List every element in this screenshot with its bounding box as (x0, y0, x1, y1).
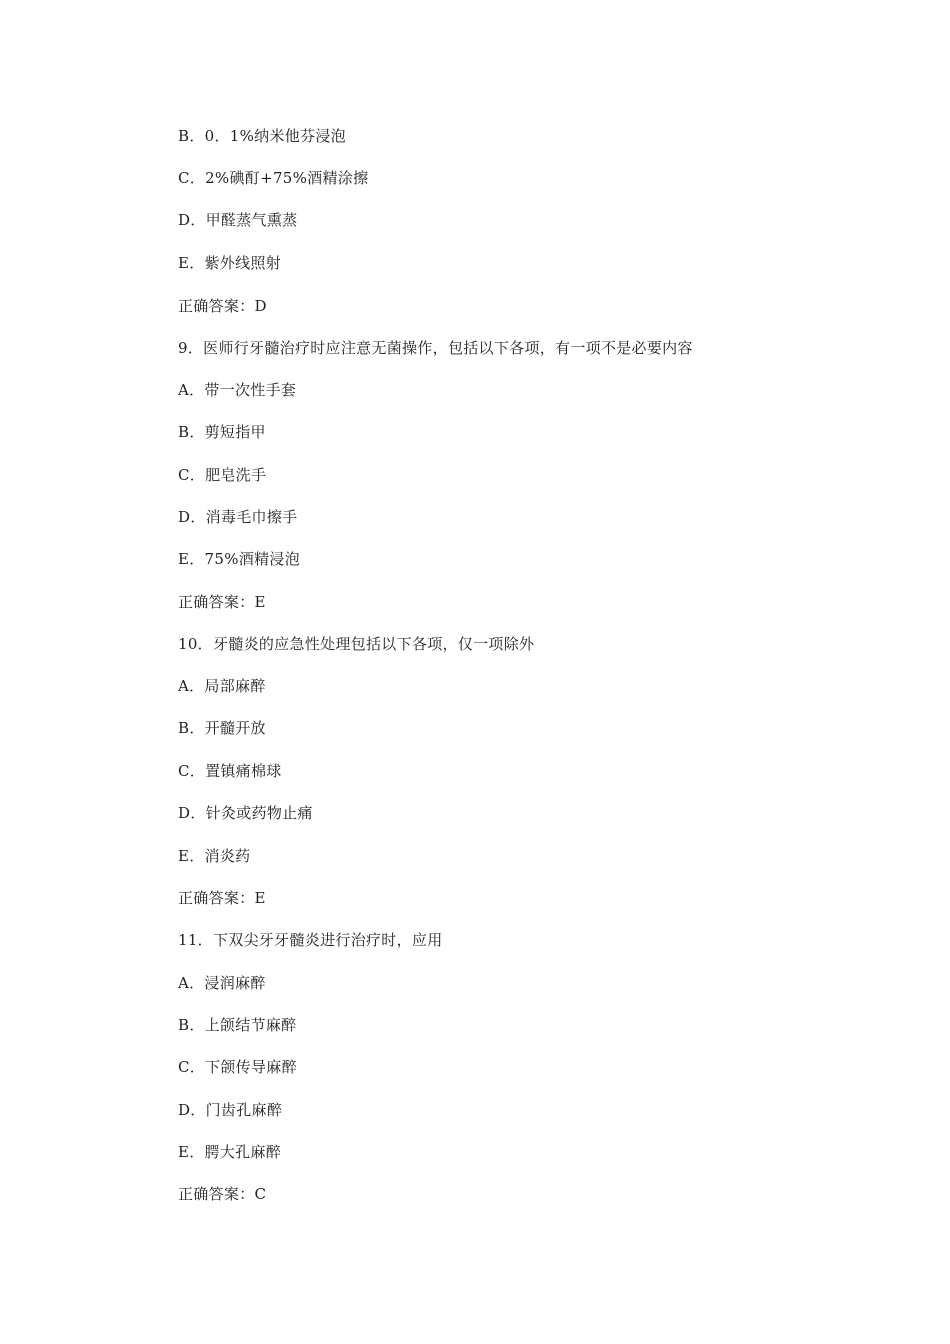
answer-q9: 正确答案：E (178, 593, 266, 611)
option-b-q9: B．剪短指甲 (178, 423, 266, 441)
option-d-q9: D．消毒毛巾擦手 (178, 508, 298, 526)
option-c-q9: C．肥皂洗手 (178, 466, 267, 484)
option-b-q11: B．上颌结节麻醉 (178, 1016, 297, 1034)
option-d-q8: D．甲醛蒸气熏蒸 (178, 211, 298, 229)
answer-q11: 正确答案：C (178, 1185, 267, 1203)
option-b-q10: B．开髓开放 (178, 719, 266, 737)
option-a-q10: A．局部麻醉 (178, 677, 266, 695)
answer-q8: 正确答案：D (178, 297, 267, 315)
option-c-q8: C．2%碘酊+75%酒精涂擦 (178, 169, 369, 187)
question-11: 11．下双尖牙牙髓炎进行治疗时，应用 (178, 931, 443, 949)
option-a-q9: A．带一次性手套 (178, 381, 297, 399)
question-10: 10．牙髓炎的应急性处理包括以下各项，仅一项除外 (178, 635, 535, 653)
option-c-q11: C．下颌传导麻醉 (178, 1058, 297, 1076)
option-e-q10: E．消炎药 (178, 847, 251, 865)
option-d-q10: D．针灸或药物止痛 (178, 804, 313, 822)
option-e-q8: E．紫外线照射 (178, 254, 282, 272)
option-e-q11: E．腭大孔麻醉 (178, 1143, 282, 1161)
option-b-q8: B．0．1%纳米他芬浸泡 (178, 127, 346, 145)
option-a-q11: A．浸润麻醉 (178, 974, 266, 992)
option-e-q9: E．75%酒精浸泡 (178, 550, 300, 568)
option-c-q10: C．置镇痛棉球 (178, 762, 282, 780)
answer-q10: 正确答案：E (178, 889, 266, 907)
question-9: 9．医师行牙髓治疗时应注意无菌操作，包括以下各项，有一项不是必要内容 (178, 339, 693, 357)
option-d-q11: D．门齿孔麻醉 (178, 1101, 283, 1119)
